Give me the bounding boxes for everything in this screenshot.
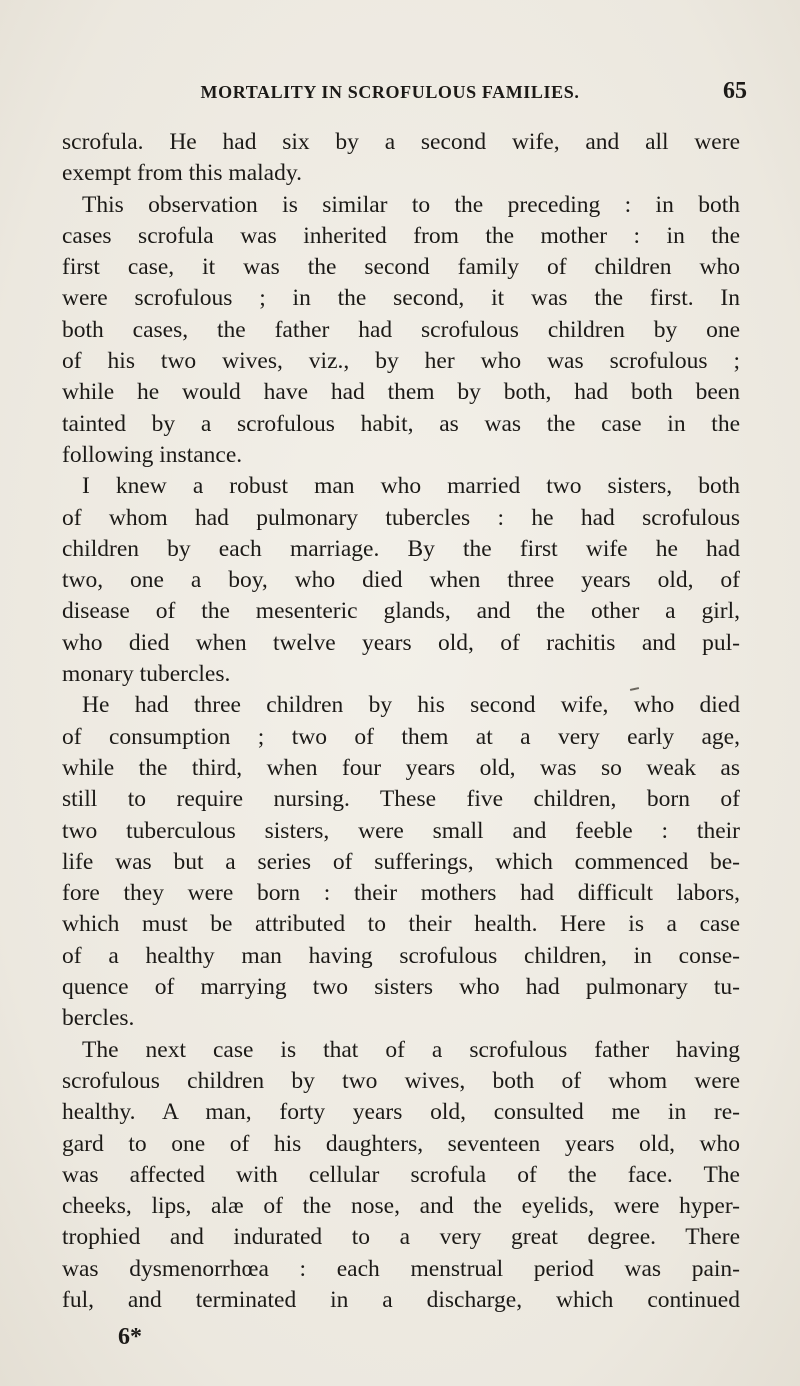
text-line: was dysmenorrhœa : each menstrual period was pain- (62, 1255, 740, 1282)
signature-mark: 6* (118, 1324, 142, 1350)
text-line: children by each marriage. By the first wife he had (62, 535, 740, 562)
text-line: two tuberculous sisters, were small and feeble : their (62, 817, 740, 844)
text-line: of consumption ; two of them at a very early age, (62, 723, 740, 750)
text-line: fore they were born : their mothers had difficult labors, (62, 880, 740, 907)
text-line: quence of marrying two sisters who had pulmonary tu- (62, 974, 740, 1001)
text-line: of whom had pulmonary tubercles : he had scrofulous (62, 504, 740, 531)
text-line: were scrofulous ; in the second, it was the first. In (62, 285, 740, 312)
text-line: healthy. A man, forty years old, consulted me in re- (62, 1099, 740, 1126)
text-line: following instance. (62, 441, 243, 468)
text-line: while he would have had them by both, had both been (62, 379, 740, 406)
text-line: trophied and indurated to a very great degree. There (62, 1224, 740, 1251)
text-line: monary tubercles. (62, 661, 231, 688)
text-line: tainted by a scrofulous habit, as was the case in the (62, 410, 740, 437)
body-text (62, 127, 740, 1316)
page-number: 65 (723, 78, 747, 104)
text-line: This observation is similar to the preceding : in both (82, 191, 740, 218)
text-line: of a healthy man having scrofulous children, in conse- (62, 942, 740, 969)
text-line: which must be attributed to their health. Here is a case (62, 911, 740, 938)
text-line: bercles. (62, 1005, 135, 1032)
text-line: ful, and terminated in a discharge, which continued (62, 1286, 740, 1313)
text-line: cheeks, lips, alæ of the nose, and the eyelids, were hyper- (62, 1193, 740, 1220)
text-line: gard to one of his daughters, seventeen years old, who (62, 1130, 740, 1157)
text-line: I knew a robust man who married two sisters, both (82, 473, 740, 500)
text-line: still to require nursing. These five children, born of (62, 786, 740, 813)
text-line: scrofula. He had six by a second wife, and all were (62, 129, 740, 155)
text-line: was affected with cellular scrofula of the face. The (62, 1161, 740, 1188)
text-line: who died when twelve years old, of rachitis and pul- (62, 629, 740, 656)
text-line: both cases, the father had scrofulous children by one (62, 316, 740, 343)
text-line: scrofulous children by two wives, both of whom were (62, 1067, 740, 1094)
text-line: while the third, when four years old, was so weak as (62, 754, 740, 781)
text-line: He had three children by his second wife, who died (82, 692, 740, 719)
text-line: The next case is that of a scrofulous father having (82, 1036, 740, 1063)
text-line: exempt from this malady. (62, 160, 302, 187)
text-line: first case, it was the second family of children who (62, 254, 740, 281)
text-line: of his two wives, viz., by her who was scrofulous ; (62, 348, 740, 375)
text-line: disease of the mesenteric glands, and the other a girl, (62, 598, 740, 625)
text-line: cases scrofula was inherited from the mother : in the (62, 222, 740, 249)
text-line: life was but a series of sufferings, which commenced be- (62, 848, 740, 875)
running-head: MORTALITY IN SCROFULOUS FAMILIES. (200, 82, 580, 102)
text-line: two, one a boy, who died when three years old, of (62, 567, 740, 594)
